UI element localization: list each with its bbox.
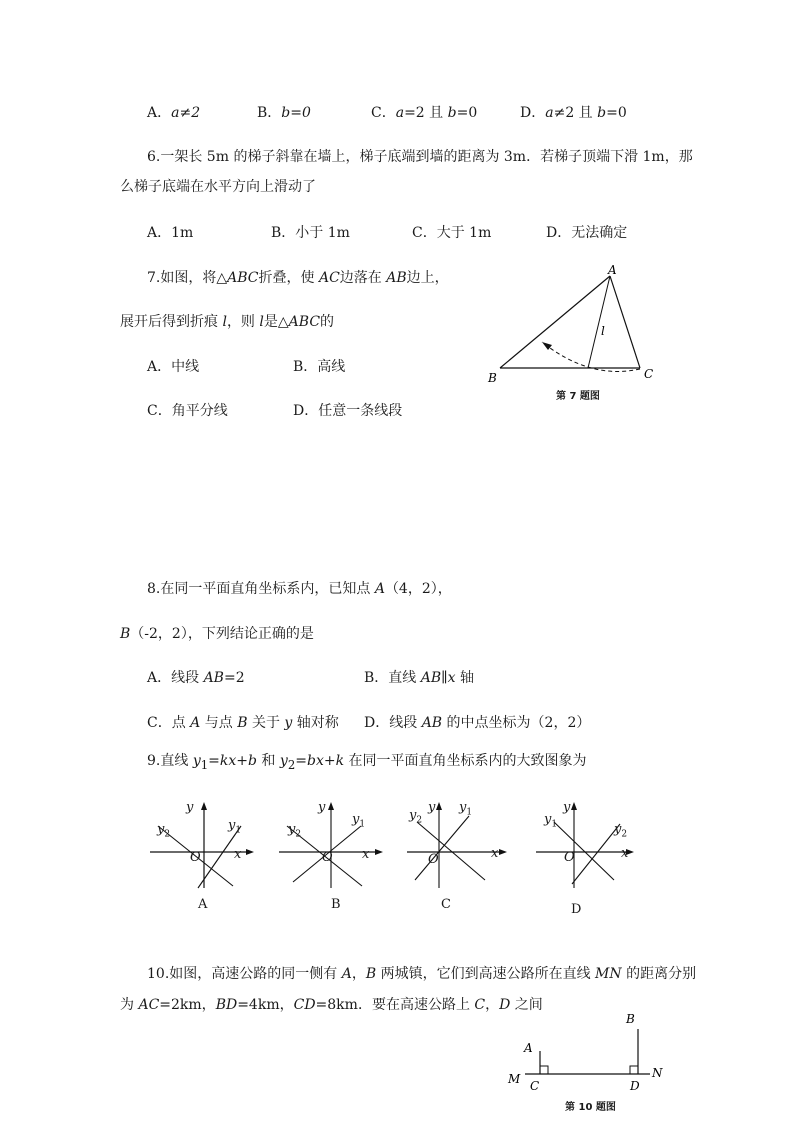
q9-graph-c-caption: C bbox=[441, 897, 451, 912]
q9-graph-c-origin: O bbox=[428, 852, 439, 867]
q9-graph-c-line-label-right: $y_1$ bbox=[459, 800, 473, 818]
q9-graph-d-line-label-right: $y_2$ bbox=[614, 822, 628, 840]
q10-figure-caption: 第 10 题图 bbox=[565, 1102, 616, 1113]
q7-option-c: C．角平分线 bbox=[147, 403, 228, 419]
q9-graph-d-origin: O bbox=[564, 850, 575, 865]
q5-option-c: C．a=2 且 b=0 bbox=[371, 105, 478, 121]
q9-graph-a-caption: A bbox=[198, 897, 208, 912]
q10-fig-label-n: N bbox=[652, 1066, 663, 1080]
q7-fig-label-a: A bbox=[608, 263, 617, 277]
q10-fig-label-b: B bbox=[626, 1012, 635, 1026]
q8-option-c: C．点 A 与点 B 关于 y 轴对称 bbox=[147, 715, 339, 731]
q7-stem-line1: 7.如图，将△ABC折叠，使 AC边落在 AB边上， bbox=[147, 270, 449, 286]
q9-graph-c-line-label-left: $y_2$ bbox=[409, 808, 423, 826]
q9-graph-b-origin: O bbox=[322, 850, 333, 865]
q9-graph-d-caption: D bbox=[571, 902, 582, 917]
q8-option-a: A．线段 AB=2 bbox=[147, 670, 245, 686]
q9-graph-c-x-label: x bbox=[491, 846, 499, 861]
q5-option-d: D．a≠2 且 b=0 bbox=[520, 105, 627, 121]
q8-stem-line2: B（-2，2），下列结论正确的是 bbox=[120, 626, 314, 642]
q10-fig-label-c: C bbox=[530, 1079, 540, 1093]
q10-stem-line1: 10.如图，高速公路的同一侧有 A，B 两城镇，它们到高速公路所在直线 MN 的距离分别 bbox=[147, 966, 697, 982]
q8-option-d: D．线段 AB 的中点坐标为（2，2） bbox=[364, 715, 591, 731]
q6-option-d: D．无法确定 bbox=[546, 225, 628, 241]
q7-option-d: D．任意一条线段 bbox=[293, 403, 403, 419]
q9-graph-d-x-label: x bbox=[621, 846, 629, 861]
q7-triangle-figure bbox=[480, 262, 670, 392]
q8-stem-line1: 8.在同一平面直角坐标系内，已知点 A（4，2）， bbox=[147, 581, 452, 597]
q9-graph-d-y-label: y bbox=[563, 800, 571, 815]
q10-fig-label-d: D bbox=[630, 1079, 640, 1093]
q9-graph-b-y-label: y bbox=[318, 800, 326, 815]
q9-graph-d-line-label-left: $y_1$ bbox=[544, 812, 558, 830]
q10-stem-line2: 为 AC=2km，BD=4km，CD=8km．要在高速公路上 C，D 之间 bbox=[120, 997, 543, 1013]
q9-graph-b-line-label-left: $y_2$ bbox=[288, 822, 302, 840]
q7-option-b: B．高线 bbox=[293, 359, 346, 375]
q5-option-b: B．b=0 bbox=[257, 105, 311, 121]
q9-stem: 9.直线 $y_1=kx+b$ 和 $y_2=bx+k$ 在同一平面直角坐标系内的大致图象为 bbox=[147, 753, 587, 772]
q6-option-a: A．1m bbox=[147, 225, 194, 241]
q9-graph-a-line-label-right: $y_1$ bbox=[228, 818, 242, 836]
q9-graph-a-x-label: x bbox=[234, 847, 242, 862]
q9-graph-c-y-label: y bbox=[428, 800, 436, 815]
q8-option-b: B．直线 AB∥x 轴 bbox=[364, 670, 474, 686]
q7-fig-label-l: l bbox=[601, 324, 605, 338]
q9-graph-b-x-label: x bbox=[362, 847, 370, 862]
q9-graph-a-line-label-left: $y_2$ bbox=[157, 822, 171, 840]
q6-option-c: C．大于 1m bbox=[412, 225, 492, 241]
q9-graph-b-caption: B bbox=[331, 897, 341, 912]
q9-graph-a-origin: O bbox=[190, 850, 201, 865]
q5-option-a: A．a≠2 bbox=[147, 105, 201, 121]
q9-graph-a bbox=[148, 800, 258, 890]
q6-stem-line2: 么梯子底端在水平方向上滑动了 bbox=[120, 179, 316, 195]
q7-stem-line2: 展开后得到折痕 l，则 l是△ABC的 bbox=[120, 314, 335, 330]
q9-graph-b-line-label-right: $y_1$ bbox=[352, 812, 366, 830]
q6-stem-line1: 6.一架长 5m 的梯子斜靠在墙上，梯子底端到墙的距离为 3m．若梯子顶端下滑 1m，那 bbox=[147, 149, 693, 165]
q10-highway-figure bbox=[500, 1005, 680, 1105]
q7-fig-label-c: C bbox=[644, 367, 654, 381]
q9-graph-b bbox=[277, 800, 387, 890]
q7-option-a: A．中线 bbox=[147, 359, 200, 375]
q6-option-b: B．小于 1m bbox=[271, 225, 350, 241]
q7-fig-label-b: B bbox=[488, 371, 497, 385]
q10-fig-label-m: M bbox=[508, 1072, 521, 1086]
q7-figure-caption: 第 7 题图 bbox=[556, 391, 600, 402]
q9-graph-a-y-label: y bbox=[186, 800, 194, 815]
q10-fig-label-a: A bbox=[524, 1041, 533, 1055]
